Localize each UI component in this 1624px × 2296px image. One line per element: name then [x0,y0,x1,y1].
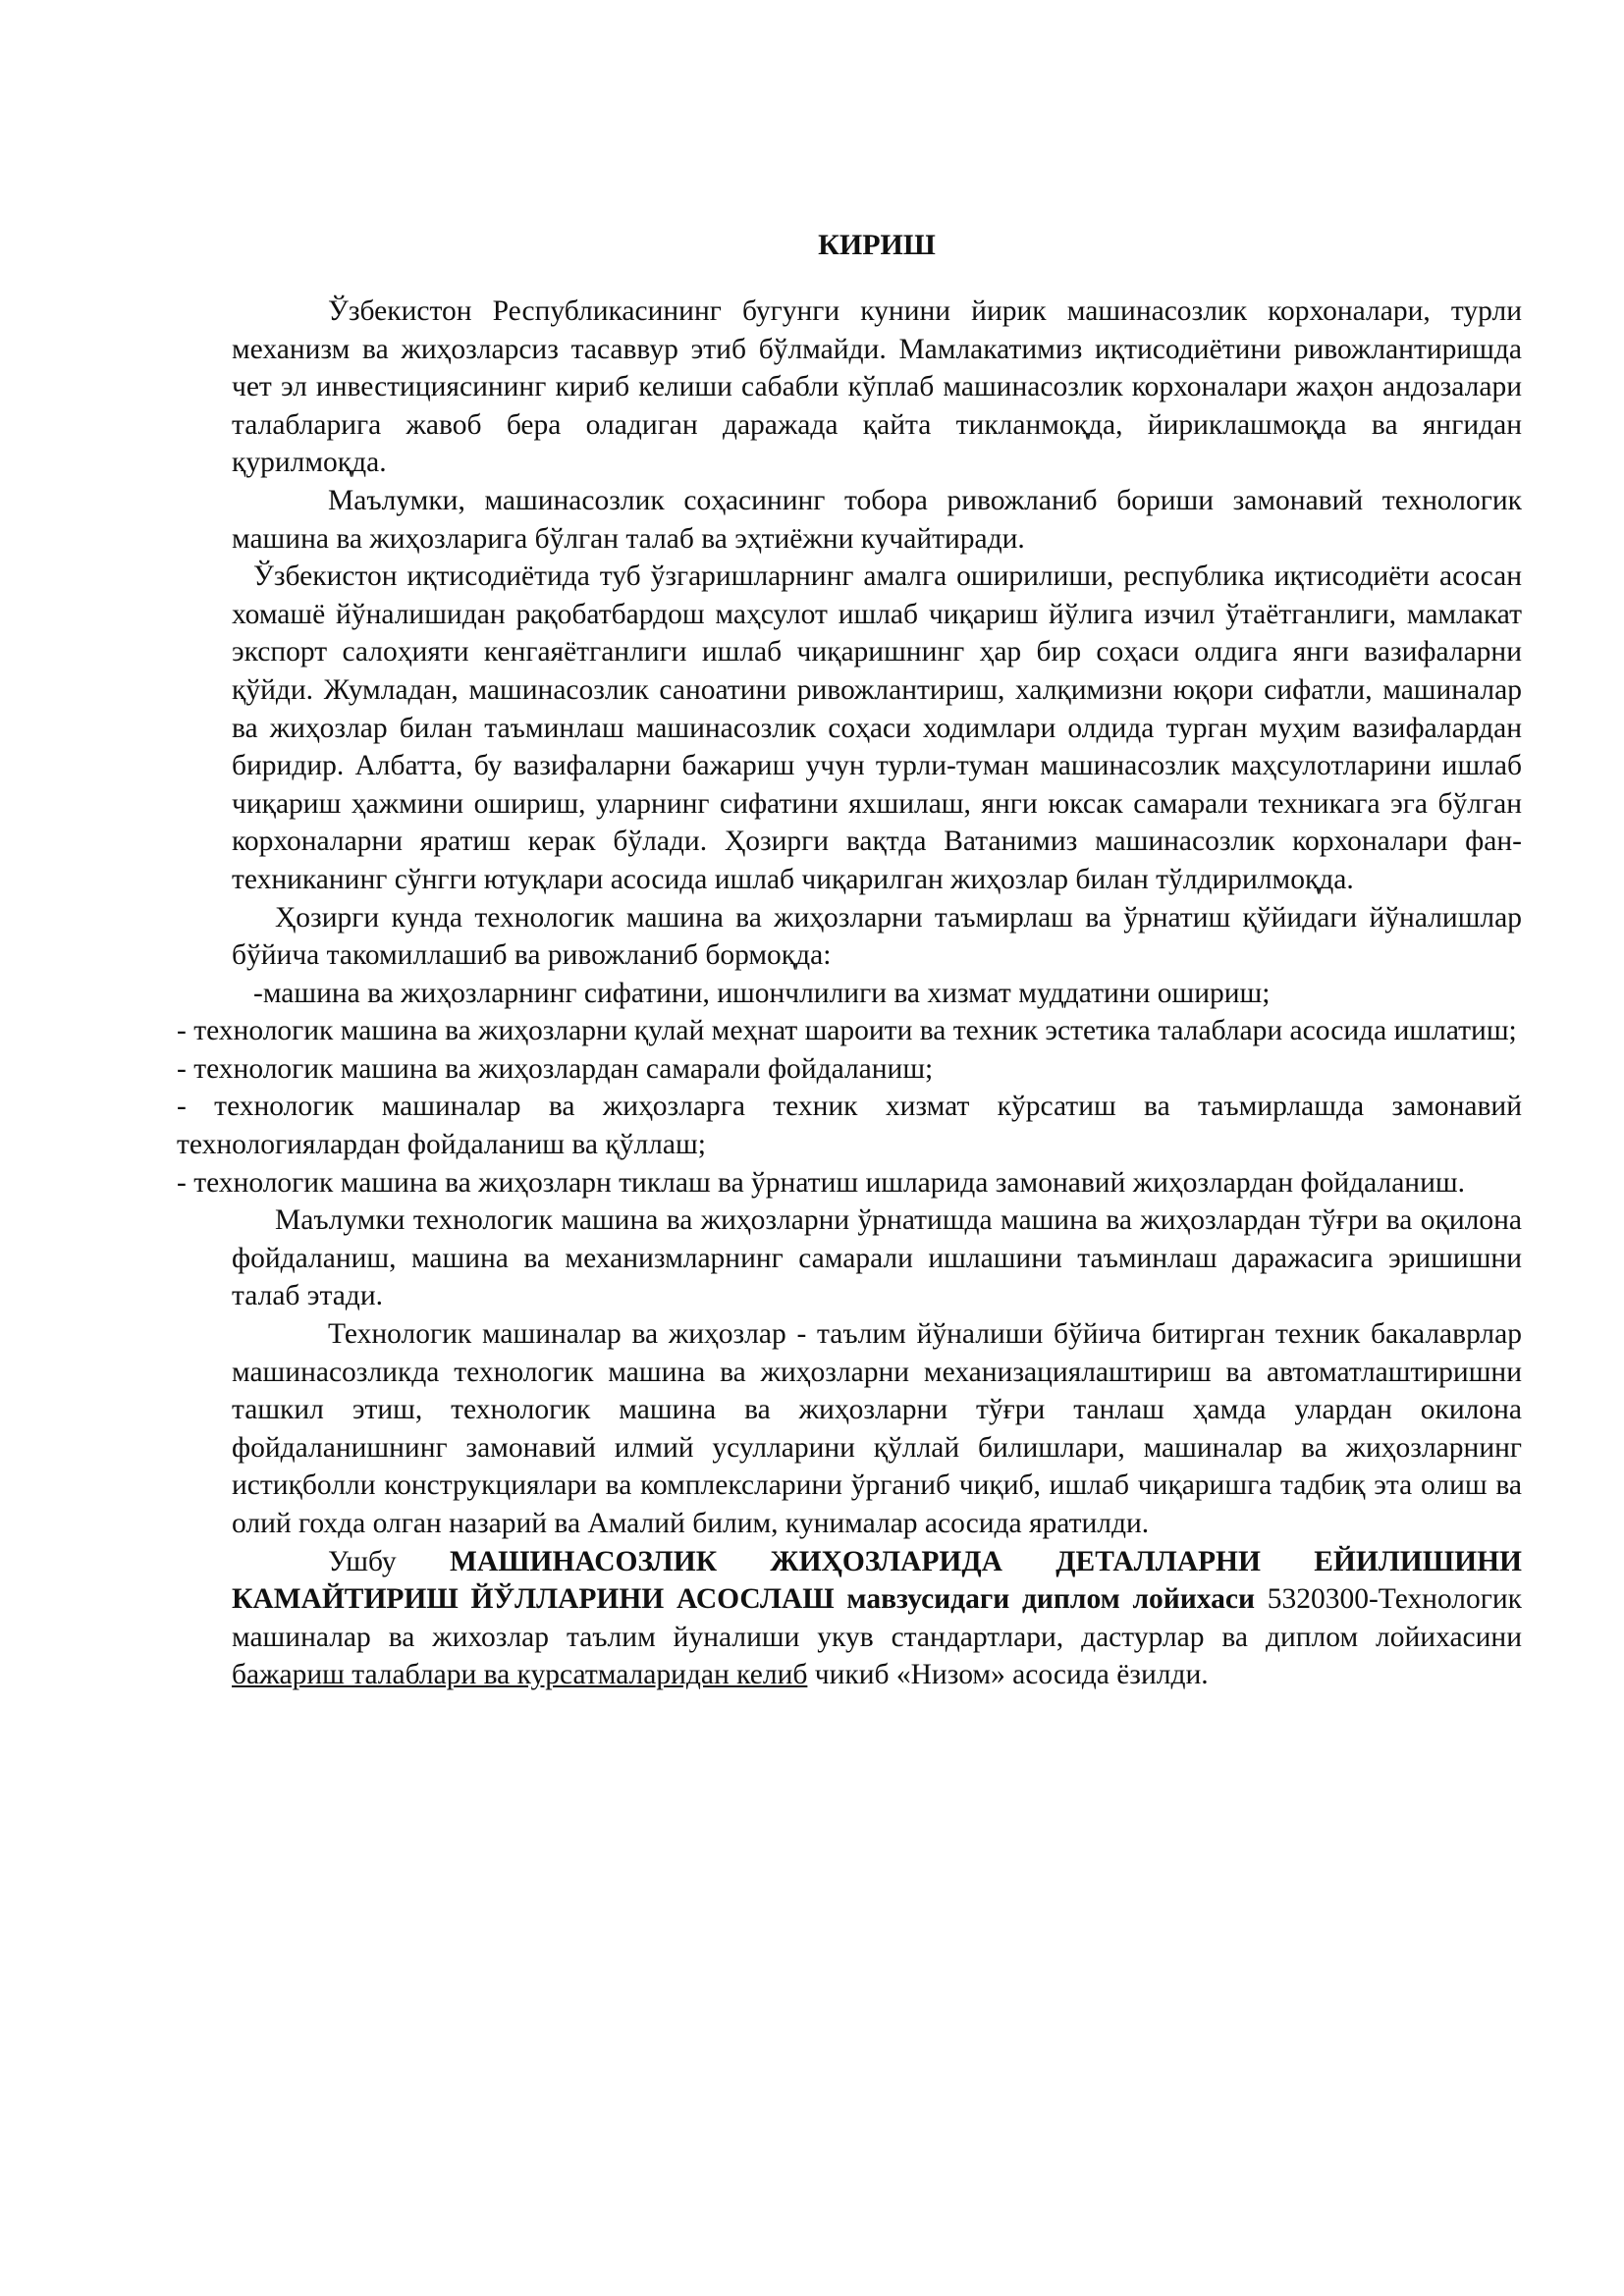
paragraph-installation: Маълумки технологик машина ва жиҳозларни ўрнатишда машина ва жиҳозлардан тўғри ва оқилона фойдаланиш, машина ва механизмларнинг самарали ишлашини таъминлаш даражасига эришишни талаб этади. [232,1204,1522,1312]
paragraph-directions: Ҳозирги кунда технологик машина ва жиҳозларни таъмирлаш ва ўрнатиш қўйидаги йўналишлар бўйича такомиллашиб ва ривожланиб бормоқда: [232,901,1522,972]
paragraph-economy: Ўзбекистон иқтисодиётида туб ўзгаришларнинг амалга оширилиши, республика иқтисодиёти асосан хомашё йўналишидан рақобатбардош маҳсулот ишлаб чиқариш йўлига изчил ўтаётганлиги, мамлакат экспорт салоҳияти кенгаяётганлиги ишлаб чиқаришнинг ҳар бир соҳаси олдига янги вазифаларни қўйди. Жумладан, машинасозлик саноатини ривожлантириш, халқимизни юқори сифатли, машиналар ва жиҳозлар билан таъминлаш машинасозлик соҳаси ходимлари олдида турган муҳим вазифалардан биридир. Албатта, бу вазифаларни бажариш учун турли-туман машинасозлик маҳсулотларини ишлаб чиқариш ҳажмини ошириш, уларнинг сифатини яхшилаш, янги юксак самарали техникага эга бўлган корхоналарни яратиш керак бўлади. Ҳозирги вақтда Ватанимиз машинасозлик корхоналари фан-техниканинг сўнгги ютуқлари асосида ишлаб чиқарилган жиҳозлар билан тўлдирилмоқда. [232,561,1522,895]
diploma-lead-text: Ушбу [328,1545,450,1577]
diploma-topic-suffix: мавзусидаги диплом лойихаси [834,1583,1255,1616]
diploma-closing-text: чикиб «Низом» асосида ёзилди. [807,1659,1209,1691]
list-item: - технологик машина ва жиҳозлардан самарали фойдаланиш; [177,1052,934,1085]
list-item: - технологик машиналар ва жиҳозларга техник хизмат кўрсатиш ва таъмирлашда замонавий технологиялардан фойдаланиш ва қўллаш; [177,1091,1522,1161]
paragraph-diploma [232,1543,1522,1694]
page-title: КИРИШ [818,229,936,261]
list-item: - технологик машина ва жиҳозларн тиклаш ва ўрнатиш ишларида замонавий жиҳозлардан фойдаланиш. [177,1166,1465,1199]
list-item: - технологик машина ва жиҳозларни қулай меҳнат шароити ва техник эстетика талаблари асосида ишлатиш; [177,1015,1517,1047]
list-item: -машина ва жиҳозларнинг сифатини, ишончлилиги ва хизмат муддатини ошириш; [253,977,1271,1009]
paragraph-bachelors: Технологик машиналар ва жиҳозлар - таълим йўналиши бўйича битирган техник бакалаврлар машинасозликда технологик машина ва жиҳозларни механизациялаштириш ва автоматлаштиришни ташкил этиш, технологик машина ва жиҳозларни тўғри танлаш ҳамда улардан окилона фойдаланишнинг замонавий илмий усулларини қўллай билишлари, машиналар ва жиҳозларнинг истиқболли конструкциялари ва комплексларини ўрганиб чиқиб, ишлаб чиқаришга тадбиқ эта олиш ва олий гохда олган назарий ва Амалий билим, кунималар асосида яратилди. [232,1318,1522,1539]
diploma-topic-title: МАШИНАСОЗЛИК ЖИҲОЗЛАРИДА ДЕТАЛЛАРНИ ЕЙИЛИШИНИ КАМАЙТИРИШ ЙЎЛЛАРИНИ АСОСЛАШ [232,1545,1522,1616]
diploma-text: 5320300-Технологик машиналар ва жихозлар таълим йуналиши укув стандартлари, дастурлар ва диплом лойихасини [232,1583,1522,1653]
paragraph-intro: Ўзбекистон Республикасининг бугунги кунини йирик машинасозлик корхоналари, турли механизм ва жиҳозларсиз тасаввур этиб бўлмайди. Мамлакатимиз иқтисодиётини ривожлантиришда чет эл инвестициясининг кириб келиши сабабли кўплаб машинасозлик корхоналари жаҳон андозалари талабларига жавоб бера оладиган даражада қайта тикланмоқда, йириклашмоқда ва янгидан қурилмоқда. [232,295,1522,479]
diploma-underlined-text: бажариш талаблари ва курсатмаларидан келиб [232,1659,808,1691]
paragraph-demand: Маълумки, машинасозлик соҳасининг тобора ривожланиб бориши замонавий технологик машина ва жиҳозларига бўлган талаб ва эҳтиёжни кучайтиради. [232,484,1522,555]
document-body [0,293,1522,1694]
